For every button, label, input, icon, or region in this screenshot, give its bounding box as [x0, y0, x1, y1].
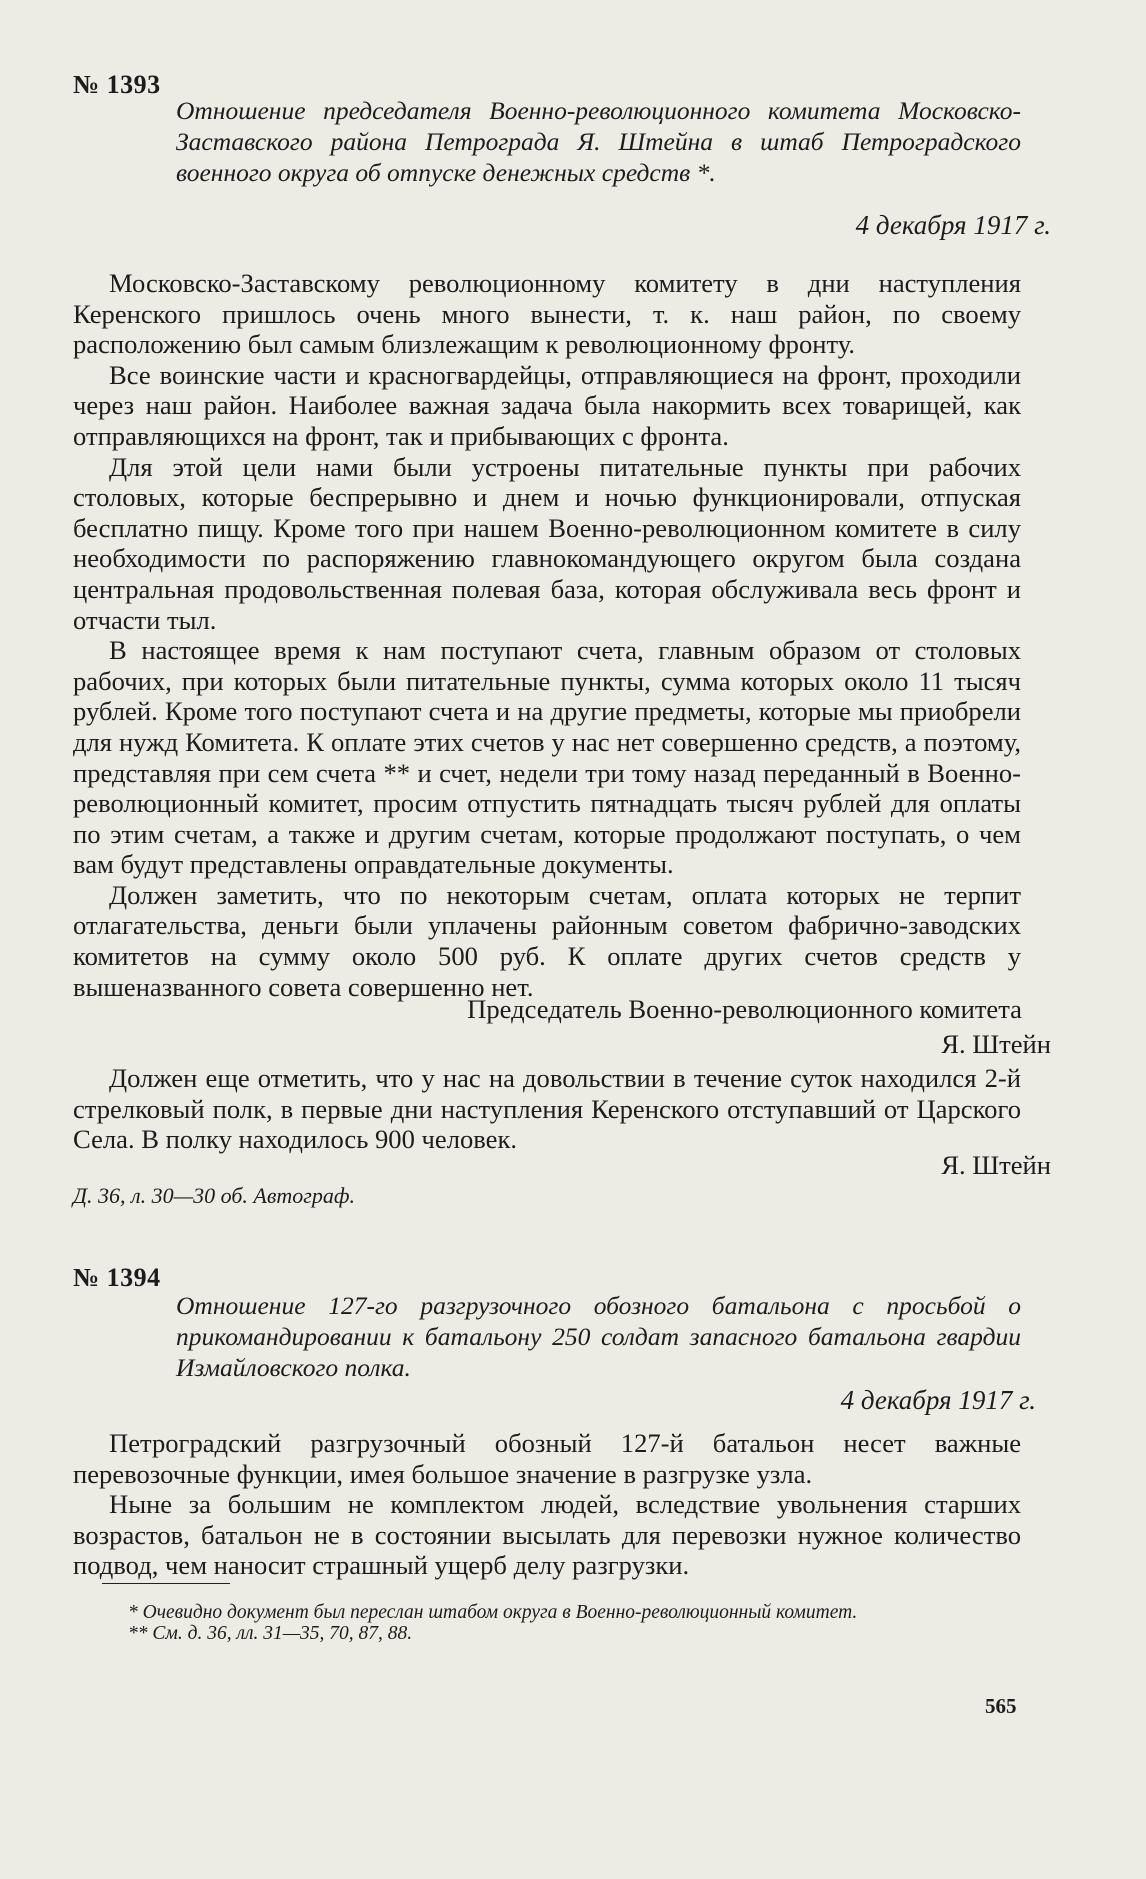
postscript-signer: Я. Штейн [941, 1150, 1051, 1180]
document-title: Отношение 127-го разгрузочного обозного батальона с просьбой о прикомандировании к батальону 250 солдат запасного батальона гвардии Измайловского полка. [176, 1291, 1021, 1382]
footnotes [73, 1602, 1021, 1644]
paragraph: Московско-Заставскому революционному комитету в дни наступления Керенского пришлось очень много вынести, т. к. наш район, по своему расположению был самым близлежащим к революционному фронту. [73, 268, 1021, 360]
footnote-divider [102, 1583, 230, 1584]
paragraph: Петроградский разгрузочный обозный 127-й батальон несет важные перевозочные функции, имея большое значение в разгрузке узла. [73, 1428, 1021, 1489]
postscript [73, 1063, 1021, 1155]
footnote: ** См. д. 36, лл. 31—35, 70, 87, 88. [128, 1623, 413, 1644]
archive-source: Д. 36, л. 30—30 об. Автограф. [73, 1183, 356, 1208]
document-date: 4 декабря 1917 г. [840, 1385, 1036, 1415]
signer-title: Председатель Военно-революционного комитета [467, 994, 1022, 1024]
document-number: № 1393 [73, 70, 161, 99]
document-date: 4 декабря 1917 г. [855, 210, 1051, 240]
paragraph: Для этой цели нами были устроены питательные пункты при рабочих столовых, которые беспрерывно и днем и ночью функционировали, отпуская бесплатно пищу. Кроме того при нашем Военно-революционном комитете в силу необходимости по распоряжению главнокомандующего округом была создана центральная продовольственная полевая база, которая обслуживала весь фронт и отчасти тыл. [73, 451, 1021, 635]
paragraph: Должен заметить, что по некоторым счетам, оплата которых не терпит отлагательства, деньги были уплачены районным советом фабрично-заводских комитетов на сумму около 500 руб. К оплате других счетов средств у вышеназванного совета совершенно нет. [73, 879, 1021, 1002]
paragraph: В настоящее время к нам поступают счета, главным образом от столовых рабочих, при которых были питательные пункты, сумма которых около 11 тысяч рублей. Кроме того поступают счета и на другие предметы, которые мы приобрели для нужд Комитета. К оплате этих счетов у нас нет совершенно средств, а поэтому, представляя при сем счета ** и счет, недели три тому назад переданный в Военно-революционный комитет, просим отпустить пятнадцать тысяч рублей для оплаты по этим счетам, а также и другим счетам, которые продолжают поступать, о чем вам будут представлены оправдательные документы. [73, 635, 1021, 880]
document-number: № 1394 [73, 1263, 161, 1292]
paragraph: Ныне за большим не комплектом людей, вследствие увольнения старших возрастов, батальон не в состоянии высылать для перевозки нужное количество подвод, чем наносит страшный ущерб делу разгрузки. [73, 1489, 1021, 1581]
document-title: Отношение председателя Военно-революционного комитета Московско-Заставского района Петрограда Я. Штейна в штаб Петроградского военного округа об отпуске денежных средств *. [176, 96, 1021, 187]
document-body [73, 1428, 1021, 1581]
paragraph: Все воинские части и красногвардейцы, отправляющиеся на фронт, проходили через наш район. Наиболее важная задача была накормить всех товарищей, как отправляющихся на фронт, так и прибывающих с фронта. [73, 359, 1021, 451]
document-body [73, 268, 1021, 1002]
page-number: 565 [985, 1694, 1017, 1718]
footnote: * Очевидно документ был переслан штабом округа в Военно-революционный комитет. [128, 1602, 858, 1623]
paragraph: Должен еще отметить, что у нас на довольствии в течение суток находился 2-й стрелковый полк, в первые дни наступления Керенского отступавший от Царского Села. В полку находилось 900 человек. [73, 1063, 1021, 1155]
signer-name: Я. Штейн [941, 1029, 1051, 1059]
